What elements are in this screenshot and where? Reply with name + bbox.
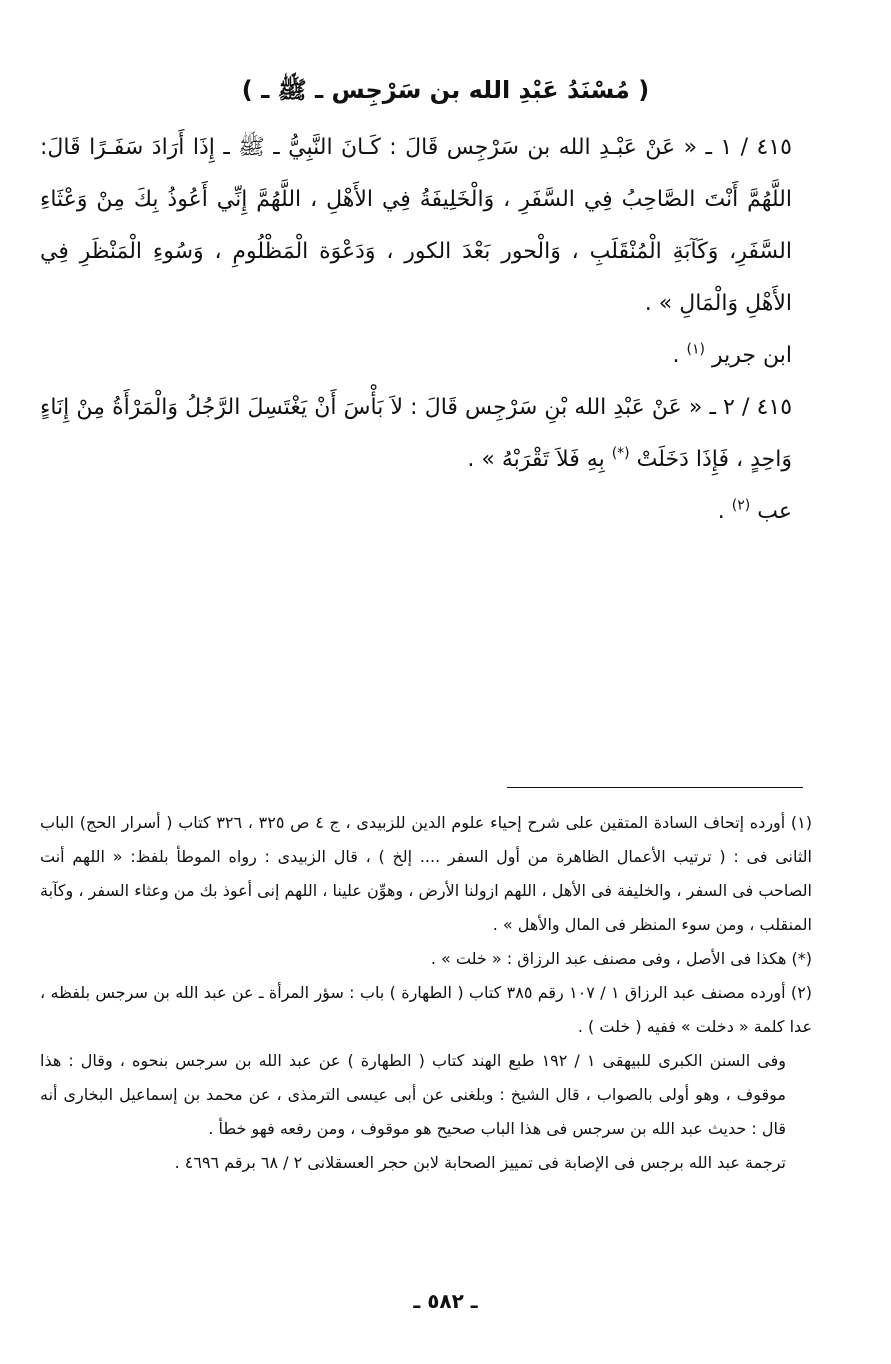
footnote-ref-star: (*): [611, 445, 630, 462]
footnote-1: (١) أورده إتحاف السادة المتقين على شرح إحياء علوم الدين للزبيدى ، ج ٤ ص ٣٢٥ ، ٣٢٦ كتاب ( أسرار الحج) الباب الثانى فى : ( ترتيب الأعمال الظاهرة من أول السفر .... إلخ ) ، قال الزبيدى : رواه الموطأ بلفظ: « اللهم أنت الصاحب فى السفر ، والخليفة فى الأهل ، اللهم ازولنا الأرض ، وهوِّن علينا ، اللهم إنى أعوذ بك من وعثاء السفر ، وكآبة المنقلب ، ومن سوء المنظر فى المال والأهل » .: [40, 813, 813, 934]
footnote-star: (*) هكذا فى الأصل ، وفى مصنف عبد الرزاق : « خلت » .: [430, 949, 812, 968]
footnote-divider: [507, 787, 803, 788]
footnote-2-continuation-1: وفى السنن الكبرى للبيهقى ١ / ١٩٢ طبع الهند كتاب ( الطهارة ) عن عبد الله بن سرجس بنحوه ، وقال : هذا موقوف ، وهو أولى بالصواب ، قال الشيخ : وبلغنى عن أبى عيسى الترمذى ، عن محمد بن إسماعيل البخارى أنه قال : حديث عبد الله بن سرجس فى هذا الباب صحيح هو موقوف ، ومن رفعه فهو خطأ .: [40, 1051, 787, 1138]
hadith-2-source-line: عب $^{(٢)}$ .: [717, 497, 792, 524]
hadith-body: [40, 122, 852, 538]
hadith-2-text-before: ٤١٥ / ٢ ـ « عَنْ عَبْدِ الله بْنِ سَرْجِس قَالَ : لاَ بَأْسَ أَنْ يَغْتَسِلَ الرَّجُلُ وَالْمَرْأَةُ مِنْ إِنَاءٍ وَاحِدٍ ، فَإِذَا دَخَلَتْ: [40, 395, 793, 472]
footnote-ref-2: (٢): [731, 497, 751, 514]
hadith-2: [40, 382, 852, 486]
hadith-2-text-after: بِهِ فَلاَ تَقْرَبْهُ » .: [467, 447, 605, 472]
footnotes: [40, 806, 812, 1180]
section-title: ( مُسْنَدُ عَبْدِ الله بن سَرْجِس ـ ﷺ ـ ): [241, 76, 650, 104]
hadith-1-source: ابن جرير: [712, 343, 792, 368]
hadith-1: [40, 122, 852, 330]
footnote-ref-1: (١): [686, 341, 706, 358]
page-number: ـ ٥٨٢ ـ: [413, 1289, 478, 1313]
hadith-2-source: عب: [757, 499, 792, 524]
footnote-2: (٢) أورده مصنف عبد الرزاق ١ / ١٠٧ رقم ٣٨٥ كتاب ( الطهارة ) باب : سؤر المرأة ـ عن عبد الله بن سرجس بلفظه ، عدا كلمة « دخلت » ففيه ( خلت ) .: [40, 983, 813, 1036]
hadith-1-text: ٤١٥ / ١ ـ « عَنْ عَبْـدِ الله بن سَرْجِس قَالَ : كَـانَ النَّبِيُّ ـ ﷺ ـ إِذَا أَرَادَ سَفَـرًا قَالَ: اللَّهُمَّ أَنْتَ الصَّاحِبُ فِي السَّفَرِ ، وَالْخَلِيفَةُ فِي الأَهْلِ ، اللَّهُمَّ إِنِّي أَعُوذُ بِكَ مِنْ وَعْثَاءِ السَّفَرِ، وَكَآبَةِ الْمُنْقَلَبِ ، وَالْحور بَعْدَ الكور ، وَدَعْوَة الْمَظْلُومِ ، وَسُوءِ الْمَنْظَرِ فِي الأَهْلِ وَالْمَالِ » .: [40, 135, 792, 316]
hadith-1-source-line: ابن جرير $^{(١)}$ .: [672, 341, 792, 368]
footnote-2-continuation-2: ترجمة عبد الله برجس فى الإصابة فى تمييز الصحابة لابن حجر العسقلانى ٢ / ٦٨ برقم ٤٦٩٦ .: [174, 1153, 786, 1172]
